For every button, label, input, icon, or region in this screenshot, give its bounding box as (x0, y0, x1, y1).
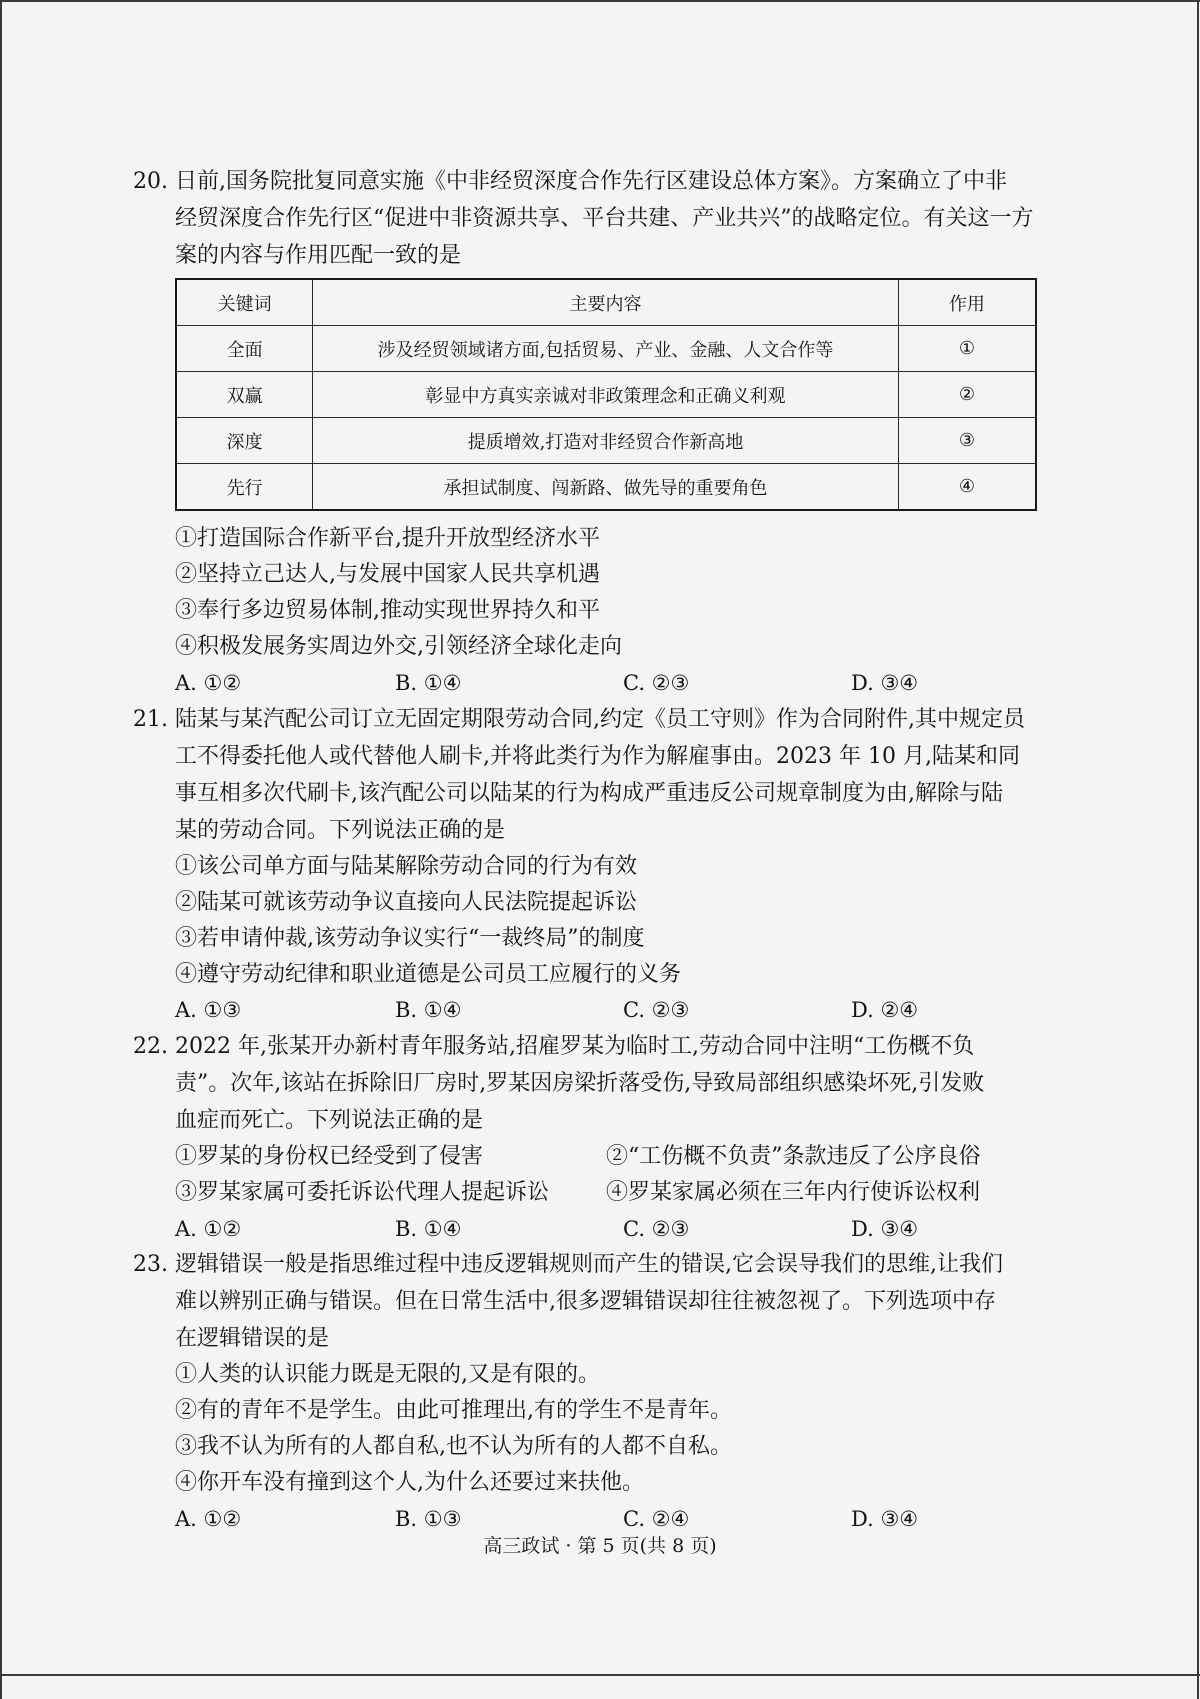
table-cell: 先行 (176, 464, 313, 511)
answer-choice-d[interactable]: D. ③④ (851, 1507, 919, 1531)
question-number: 21. (133, 707, 168, 732)
answer-choice-a[interactable]: A. ①② (175, 1217, 242, 1241)
right-edge-line (1197, 0, 1199, 1699)
answer-choice-a[interactable]: A. ①② (175, 671, 242, 695)
answer-choice-b[interactable]: B. ①③ (395, 1507, 462, 1531)
option-line: ①罗某的身份权已经受到了侵害 (175, 1144, 484, 1169)
answer-choice-d[interactable]: D. ③④ (851, 1217, 919, 1241)
question-stem-line: 难以辨别正确与错误。但在日常生活中,很多逻辑错误却往往被忽视了。下列选项中存 (175, 1289, 996, 1314)
keyword-table (175, 278, 1037, 511)
question-number: 23. (133, 1252, 168, 1277)
question-number: 22. (133, 1034, 168, 1059)
table-row (176, 372, 1036, 418)
option-line: ③我不认为所有的人都自私,也不认为所有的人都不自私。 (175, 1434, 732, 1459)
option-line: ④遵守劳动纪律和职业道德是公司员工应履行的义务 (175, 962, 682, 987)
table-cell: ② (898, 372, 1036, 418)
answer-choice-d[interactable]: D. ③④ (851, 671, 919, 695)
top-edge-line (0, 0, 1200, 2)
question-stem-line: 某的劳动合同。下列说法正确的是 (175, 818, 506, 843)
answer-choice-c[interactable]: C. ②③ (623, 998, 690, 1022)
answer-choice-c[interactable]: C. ②④ (623, 1507, 690, 1531)
answer-choice-b[interactable]: B. ①④ (395, 1217, 462, 1241)
page-footer: 高三政试 · 第 5 页(共 8 页) (483, 1535, 717, 1557)
left-edge-line (0, 0, 2, 1699)
table-header-cell: 作用 (898, 279, 1036, 326)
option-line: ④罗某家属必须在三年内行使诉讼权利 (606, 1180, 981, 1205)
question-number: 20. (133, 169, 168, 194)
option-line: ①打造国际合作新平台,提升开放型经济水平 (175, 526, 600, 551)
option-line: ②陆某可就该劳动争议直接向人民法院提起诉讼 (175, 890, 638, 915)
option-line: ①人类的认识能力既是无限的,又是有限的。 (175, 1362, 600, 1387)
table-cell: 涉及经贸领域诸方面,包括贸易、产业、金融、人文合作等 (313, 326, 899, 372)
table-row (176, 464, 1036, 511)
option-line: ③罗某家属可委托诉讼代理人提起诉讼 (175, 1180, 550, 1205)
question-stem-line: 日前,国务院批复同意实施《中非经贸深度合作先行区建设总体方案》。方案确立了中非 (175, 169, 1007, 194)
question-stem-line: 经贸深度合作先行区“促进中非资源共享、平台共建、产业共兴”的战略定位。有关这一方 (175, 206, 1034, 231)
question-stem-line: 事互相多次代刷卡,该汽配公司以陆某的行为构成严重违反公司规章制度为由,解除与陆 (175, 781, 1003, 806)
table-cell: ③ (898, 418, 1036, 464)
question-stem-line: 血症而死亡。下列说法正确的是 (175, 1108, 484, 1133)
answer-choice-c[interactable]: C. ②③ (623, 671, 690, 695)
option-line: ④积极发展务实周边外交,引领经济全球化走向 (175, 634, 622, 659)
table-row (176, 326, 1036, 372)
answer-choice-b[interactable]: B. ①④ (395, 671, 462, 695)
option-line: ④你开车没有撞到这个人,为什么还要过来扶他。 (175, 1470, 644, 1495)
answer-choice-c[interactable]: C. ②③ (623, 1217, 690, 1241)
table-cell: 全面 (176, 326, 313, 372)
question-stem-line: 案的内容与作用匹配一致的是 (175, 243, 462, 268)
table-row (176, 418, 1036, 464)
table-header-cell: 主要内容 (313, 279, 899, 326)
table-header-row (176, 279, 1036, 326)
answer-choice-d[interactable]: D. ②④ (851, 998, 919, 1022)
table-cell: 彰显中方真实亲诚对非政策理念和正确义利观 (313, 372, 899, 418)
question-stem-line: 2022 年,张某开办新村青年服务站,招雇罗某为临时工,劳动合同中注明“工伤概不负 (175, 1034, 975, 1059)
question-stem-line: 责”。次年,该站在拆除旧厂房时,罗某因房梁折落受伤,导致局部组织感染坏死,引发败 (175, 1071, 985, 1096)
table-cell: 提质增效,打造对非经贸合作新高地 (313, 418, 899, 464)
option-line: ②“工伤概不负责”条款违反了公序良俗 (606, 1144, 981, 1169)
table-cell: ④ (898, 464, 1036, 511)
table-header-cell: 关键词 (176, 279, 313, 326)
bottom-edge-line (0, 1674, 1200, 1676)
table-cell: 承担试制度、闯新路、做先导的重要角色 (313, 464, 899, 511)
option-line: ②坚持立己达人,与发展中国家人民共享机遇 (175, 562, 600, 587)
answer-choice-a[interactable]: A. ①③ (175, 998, 242, 1022)
table-cell: ① (898, 326, 1036, 372)
question-stem-line: 陆某与某汽配公司订立无固定期限劳动合同,约定《员工守则》作为合同附件,其中规定员 (175, 707, 1025, 732)
option-line: ③若申请仲裁,该劳动争议实行“一裁终局”的制度 (175, 926, 645, 951)
question-stem-line: 逻辑错误一般是指思维过程中违反逻辑规则而产生的错误,它会误导我们的思维,让我们 (175, 1252, 1003, 1277)
answer-choice-a[interactable]: A. ①② (175, 1507, 242, 1531)
table-cell: 双赢 (176, 372, 313, 418)
question-stem-line: 工不得委托他人或代替他人刷卡,并将此类行为作为解雇事由。2023 年 10 月,陆某和同 (175, 744, 1020, 769)
answer-choice-b[interactable]: B. ①④ (395, 998, 462, 1022)
question-stem-line: 在逻辑错误的是 (175, 1326, 330, 1351)
option-line: ①该公司单方面与陆某解除劳动合同的行为有效 (175, 854, 638, 879)
table-cell: 深度 (176, 418, 313, 464)
option-line: ②有的青年不是学生。由此可推理出,有的学生不是青年。 (175, 1398, 732, 1423)
option-line: ③奉行多边贸易体制,推动实现世界持久和平 (175, 598, 600, 623)
